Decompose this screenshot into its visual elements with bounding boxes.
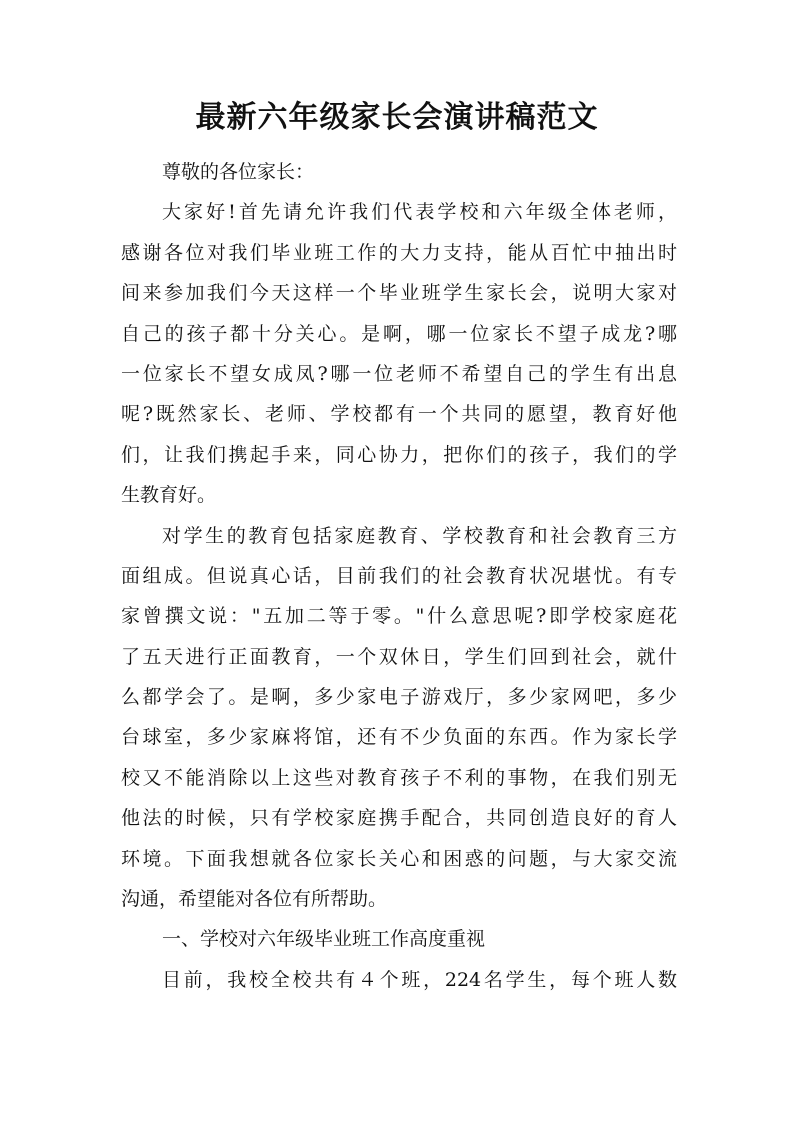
text-line: 尊敬的各位家长：	[162, 161, 315, 183]
text-line: 沟通，希望能对各位有所帮助。	[121, 888, 388, 911]
text-line: 一、学校对六年级毕业班工作高度重视	[162, 928, 486, 951]
text-line: 一位家长不望女成凤?哪一位老师不希望自己的学生有出息	[121, 362, 677, 385]
text-line: 对学生的教育包括家庭教育、学校教育和社会教育三方	[162, 524, 677, 547]
text-line: 感谢各位对我们毕业班工作的大力支持，能从百忙中抽出时	[121, 241, 677, 264]
text-line: 自己的孩子都十分关心。是啊，哪一位家长不望子成龙?哪	[121, 322, 677, 345]
text-line: 了五天进行正面教育，一个双休日，学生们回到社会，就什	[121, 645, 677, 668]
text-line: 目前，我校全校共有４个班，224名学生，每个班人数	[162, 968, 677, 991]
text-line: 间来参加我们今天这样一个毕业班学生家长会，说明大家对	[121, 282, 677, 305]
text-line: 他法的时候，只有学校家庭携手配合，共同创造良好的育人	[121, 807, 677, 830]
text-line: 家曾撰文说："五加二等于零。"什么意思呢?即学校家庭花	[121, 605, 677, 628]
text-line: 台球室，多少家麻将馆，还有不少负面的东西。作为家长学	[121, 726, 677, 749]
text-line: 么都学会了。是啊，多少家电子游戏厅，多少家网吧，多少	[121, 686, 677, 709]
text-line: 们，让我们携起手来，同心协力，把你们的孩子，我们的学	[121, 443, 677, 466]
text-line: 大家好!首先请允许我们代表学校和六年级全体老师，	[162, 201, 677, 224]
text-line: 环境。下面我想就各位家长关心和困惑的问题，与大家交流	[121, 847, 677, 870]
document-body	[121, 152, 677, 1000]
text-line: 生教育好。	[121, 484, 217, 507]
text-line: 面组成。但说真心话，目前我们的社会教育状况堪忧。有专	[121, 564, 677, 587]
document-title: 最新六年级家长会演讲稿范文	[195, 100, 599, 135]
text-line: 校又不能消除以上这些对教育孩子不利的事物，在我们别无	[121, 766, 677, 789]
text-line: 呢?既然家长、老师、学校都有一个共同的愿望，教育好他	[121, 403, 677, 426]
